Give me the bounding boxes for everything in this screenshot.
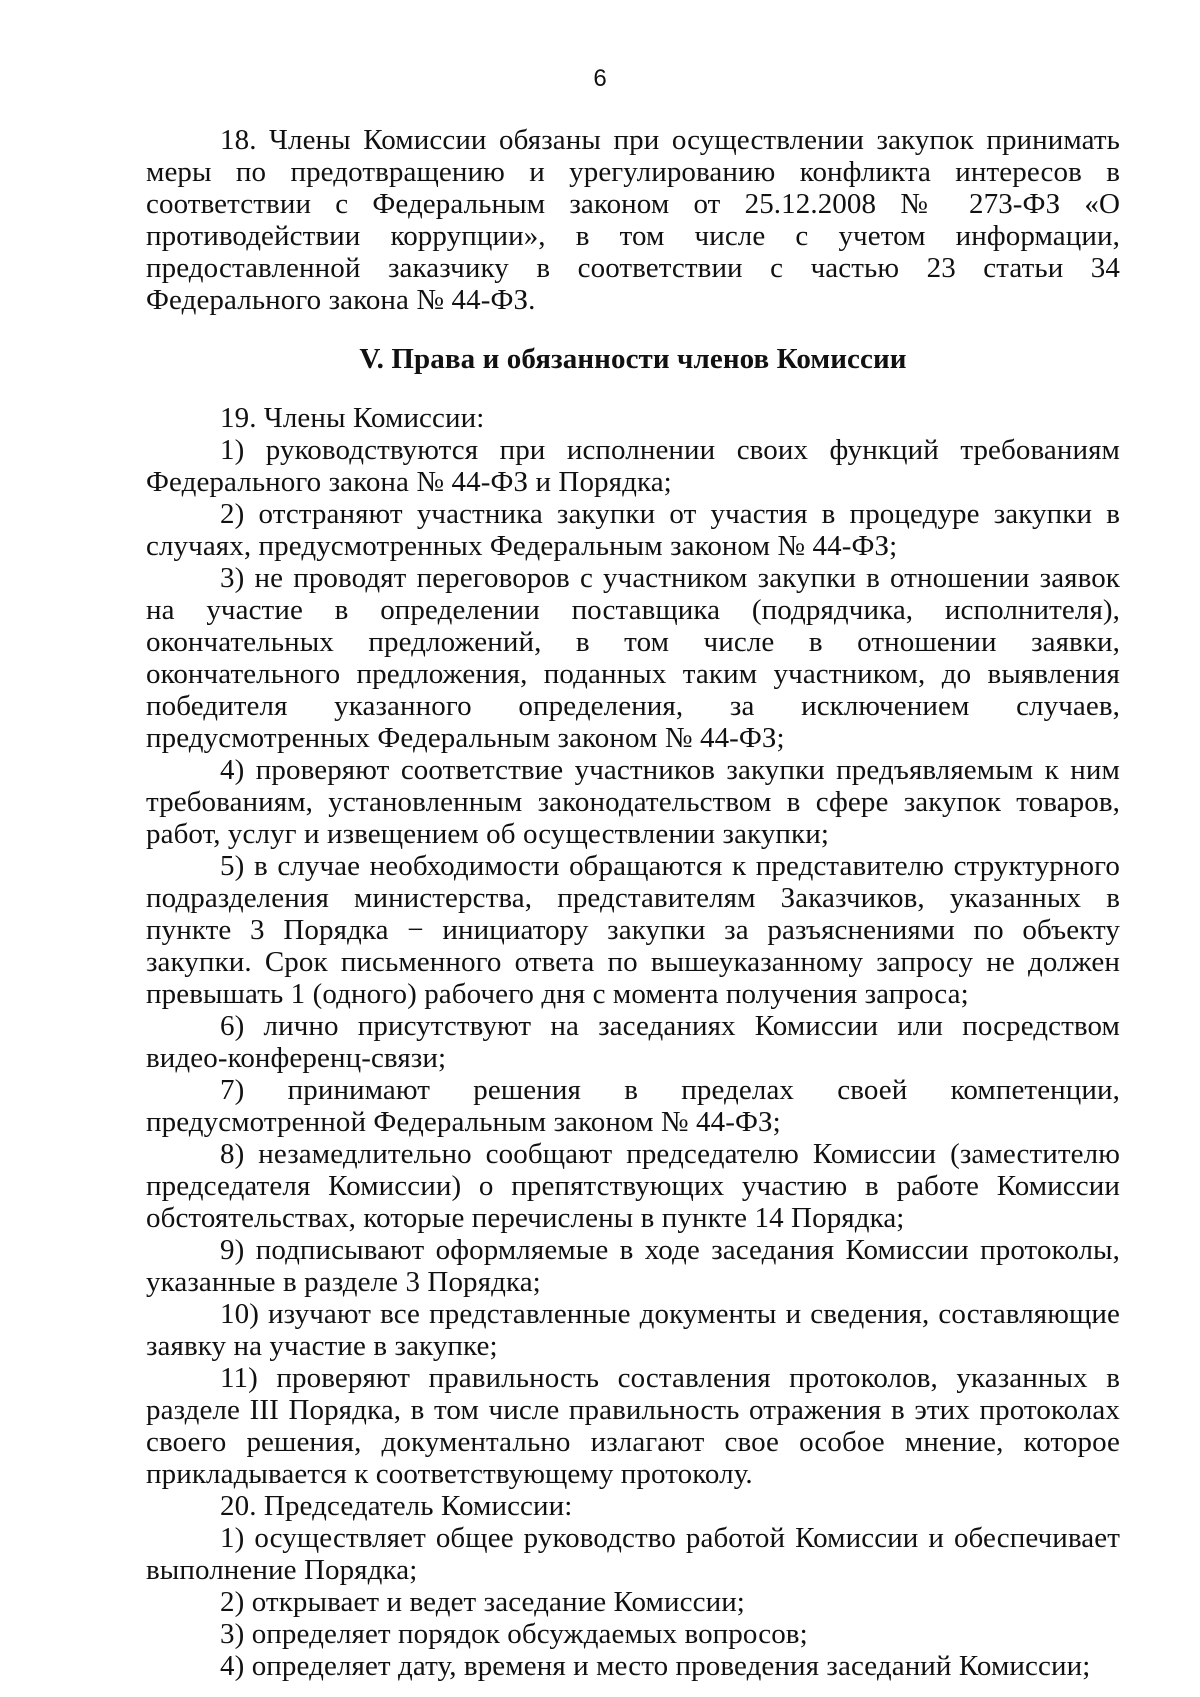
list-item-19-3: 3) не проводят переговоров с участником закупки в отношении заявок на участие в определении поставщика (подрядчика, исполнителя), окончательных предложений, в том числе в отношении заявки, окончательного предложения, поданных таким участником, до выявления победителя указанного определения, за исключением случаев, предусмотренных Федеральным законом № 44-ФЗ; [146,562,1120,754]
paragraph-18: 18. Члены Комиссии обязаны при осуществлении закупок принимать меры по предотвращению и урегулированию конфликта интересов в соответствии с Федеральным законом от 25.12.2008 № 273-ФЗ «О противодействии коррупции», в том числе с учетом информации, предоставленной заказчику в соответствии с частью 23 статьи 34 Федерального закона № 44-ФЗ. [146,124,1120,316]
section-heading: V. Права и обязанности членов Комиссии [359,343,907,375]
paragraph-20: 20. Председатель Комиссии: [220,1490,573,1522]
list-item-19-10: 10) изучают все представленные документы и сведения, составляющие заявку на участие в закупке; [146,1298,1120,1362]
list-item-20-3: 3) определяет порядок обсуждаемых вопросов; [220,1618,808,1650]
list-item-19-7: 7) принимают решения в пределах своей компетенции, предусмотренной Федеральным законом № 44-ФЗ; [146,1074,1120,1138]
page-number: 6 [593,65,607,92]
list-item-19-1: 1) руководствуются при исполнении своих функций требованиям Федерального закона № 44-ФЗ и Порядка; [146,434,1120,498]
list-item-19-2: 2) отстраняют участника закупки от участия в процедуре закупки в случаях, предусмотренных Федеральным законом № 44-ФЗ; [146,498,1120,562]
list-item-19-11: 11) проверяют правильность составления протоколов, указанных в разделе III Порядка, в том числе правильность отражения в этих протоколах своего решения, документально излагают свое особое мнение, которое прикладывается к соответствующему протоколу. [146,1362,1120,1490]
list-item-19-8: 8) незамедлительно сообщают председателю Комиссии (заместителю председателя Комиссии) о препятствующих участию в работе Комиссии обстоятельствах, которые перечислены в пункте 14 Порядка; [146,1138,1120,1234]
document-body [146,124,1120,1682]
list-item-20-2: 2) открывает и ведет заседание Комиссии; [220,1586,745,1618]
list-item-19-6: 6) лично присутствуют на заседаниях Комиссии или посредством видео-конференц-связи; [146,1010,1120,1074]
list-item-19-9: 9) подписывают оформляемые в ходе заседания Комиссии протоколы, указанные в разделе 3 Порядка; [146,1234,1120,1298]
list-item-19-4: 4) проверяют соответствие участников закупки предъявляемым к ним требованиям, установленным законодательством в сфере закупок товаров, работ, услуг и извещением об осуществлении закупки; [146,754,1120,850]
paragraph-19: 19. Члены Комиссии: [220,402,485,434]
list-item-20-4: 4) определяет дату, временя и место проведения заседаний Комиссии; [220,1650,1091,1682]
list-item-19-5: 5) в случае необходимости обращаются к представителю структурного подразделения министерства, представителям Заказчиков, указанных в пункте 3 Порядка − инициатору закупки за разъяснениями по объекту закупки. Срок письменного ответа по вышеуказанному запросу не должен превышать 1 (одного) рабочего дня с момента получения запроса; [146,850,1120,1010]
list-item-20-1: 1) осуществляет общее руководство работой Комиссии и обеспечивает выполнение Порядка; [146,1522,1120,1586]
